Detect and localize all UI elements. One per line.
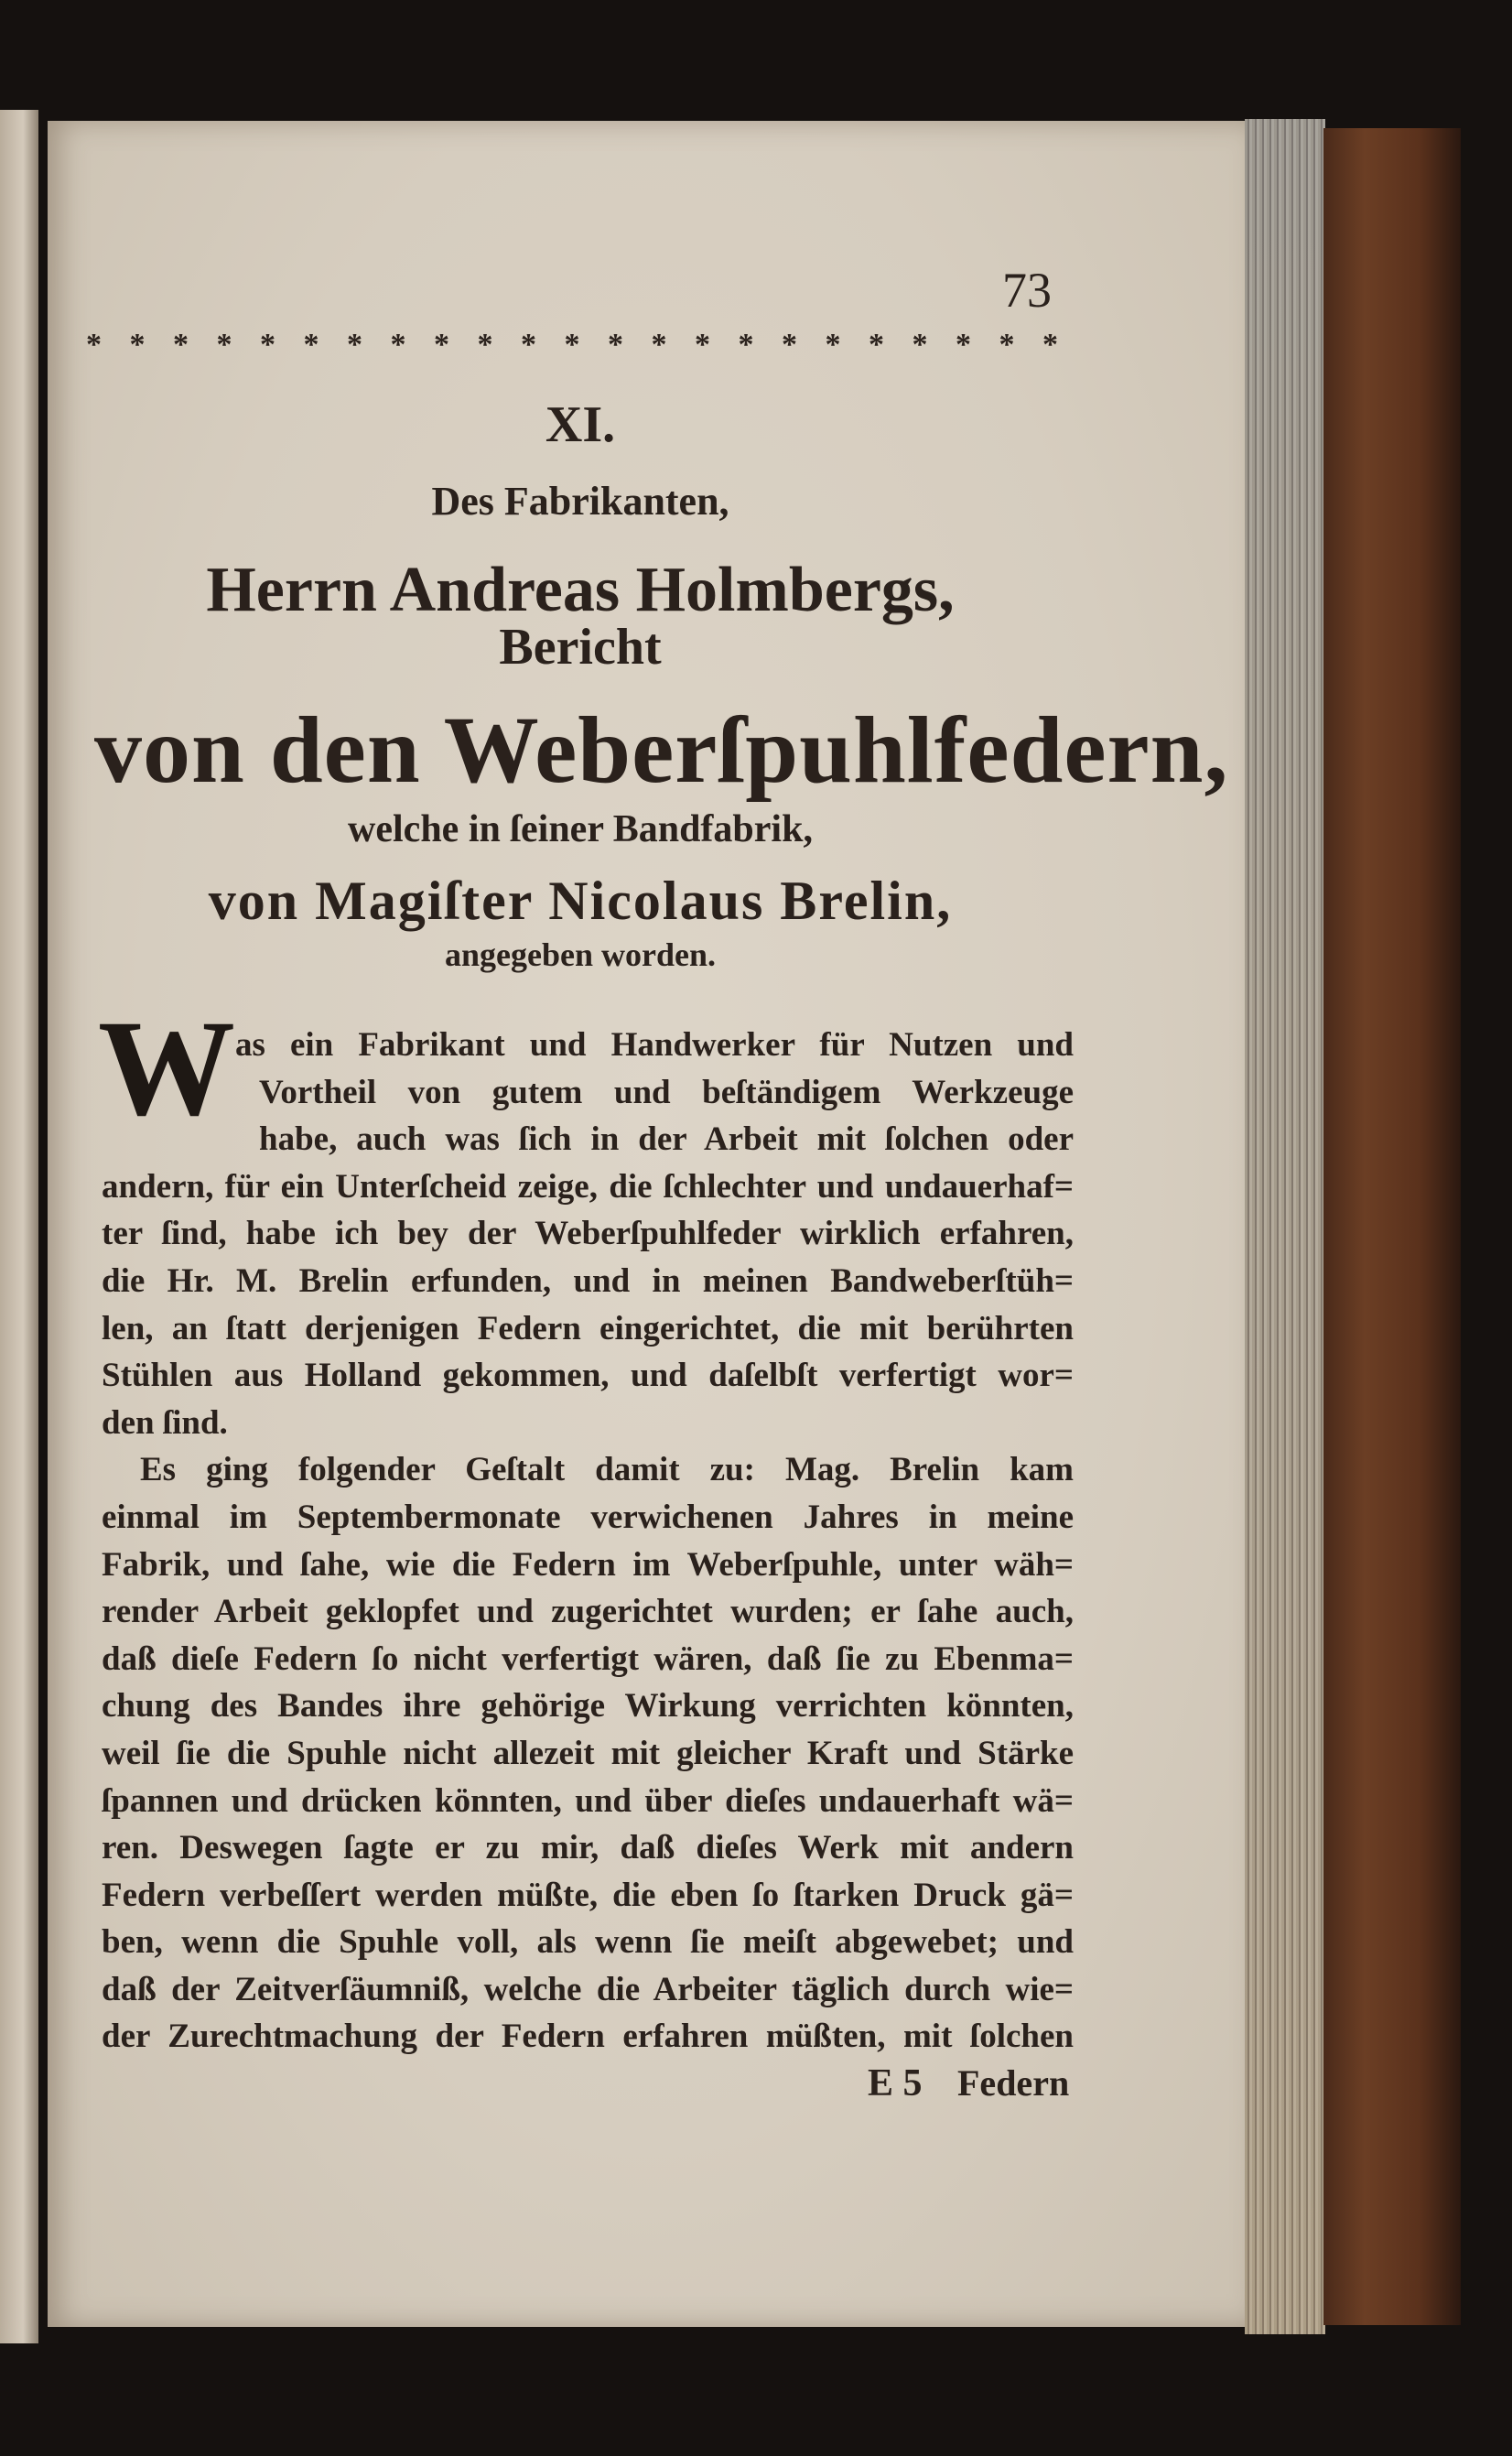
ornament-star: * <box>260 328 275 362</box>
heading-line-6: von Magiſter Nicolaus Brelin, <box>208 871 953 931</box>
ornament-star: * <box>434 328 449 362</box>
text-line: daß dieſe Federn ſo nicht verfertigt wären, daß ſie zu Ebenma= <box>102 1639 1074 1678</box>
ornament-star: * <box>651 328 667 362</box>
text-line: weil ſie die Spuhle nicht allezeit mit gleicher Kraft und Stärke <box>102 1734 1074 1772</box>
ornament-star: * <box>608 328 623 362</box>
text-line: len, an ſtatt derjenigen Federn eingerichtet, die mit berührten <box>102 1309 1074 1347</box>
drop-cap: W <box>98 992 235 1144</box>
leather-cover <box>1323 128 1461 2325</box>
ornament-star: * <box>695 328 710 362</box>
text-line: ſpannen und drücken könnten, und über dieſes undauerhaft wä= <box>102 1781 1074 1820</box>
text-line: as ein Fabrikant und Handwerker für Nutzen und <box>235 1026 1074 1064</box>
text-line: einmal im Septembermonate verwichenen Jahres in meine <box>102 1498 1074 1536</box>
ornament-star: * <box>521 328 536 362</box>
ornament-star: * <box>869 328 884 362</box>
ornament-star: * <box>216 328 232 362</box>
ornament-star: * <box>173 328 189 362</box>
chapter-number: XI. <box>545 396 616 453</box>
text-line: Stühlen aus Holland gekommen, und daſelbſt verfertigt wor= <box>102 1357 1074 1395</box>
heading-title: von den Weberſpuhlfedern, <box>94 698 1229 803</box>
ornament-star: * <box>129 328 146 362</box>
text-line: habe, auch was ſich in der Arbeit mit ſolchen oder <box>259 1120 1074 1159</box>
text-line: Federn verbeſſert werden müßte, die eben ſo ſtarken Druck gä= <box>102 1876 1074 1914</box>
text-line: den ſind. <box>102 1403 228 1442</box>
text-line: render Arbeit geklopfet und zugerichtet wurden; er ſahe auch, <box>102 1593 1074 1631</box>
ornament-star: * <box>825 328 841 362</box>
page-block-edges <box>1245 119 1325 2334</box>
ornament-star: * <box>999 328 1015 362</box>
signature-mark: E 5 <box>868 2062 923 2104</box>
ornament-star: * <box>912 328 928 362</box>
ornament-star: * <box>303 328 319 362</box>
body-text <box>102 1022 1074 2061</box>
text-line: chung des Bandes ihre gehörige Wirkung verrichten könnten, <box>102 1687 1074 1726</box>
text-line: ben, wenn die Spuhle voll, als wenn ſie meiſt abgewebet; und <box>102 1923 1074 1962</box>
page-number: 73 <box>1002 263 1052 318</box>
text-line: ter ſind, habe ich bey der Weberſpuhlfeder wirklich erfahren, <box>102 1215 1074 1253</box>
text-line: Es ging folgender Geſtalt damit zu: Mag. Brelin kam <box>140 1451 1074 1489</box>
ornament-star: * <box>477 328 493 362</box>
ornament-star: * <box>956 328 971 362</box>
ornament-star: * <box>564 328 580 362</box>
ornament-star: * <box>86 328 102 362</box>
text-line: daß der Zeitverſäumniß, welche die Arbeiter täglich durch wie= <box>102 1970 1074 2008</box>
text-line: die Hr. M. Brelin erfunden, und in meinen Bandweberſtüh= <box>102 1261 1074 1300</box>
heading-line-1: Des Fabrikanten, <box>431 479 729 524</box>
ornament-star: * <box>738 328 754 362</box>
ornament-star: * <box>347 328 362 362</box>
text-line: andern, für ein Unterſcheid zeige, die ſchlechter und undauerhaf= <box>102 1167 1074 1206</box>
ornament-star: * <box>390 328 406 362</box>
heading-line-2: Herrn Andreas Holmbergs, <box>206 555 955 625</box>
ornament-star: * <box>782 328 797 362</box>
text-line: der Zurechtmachung der Federn erfahren müßten, mit ſolchen <box>102 2018 1074 2056</box>
text-line: Fabrik, und ſahe, wie die Federn im Weberſpuhle, unter wäh= <box>102 1545 1074 1584</box>
previous-page-edge <box>0 110 38 2343</box>
heading-line-5: welche in ſeiner Bandfabrik, <box>348 808 813 850</box>
text-line: ren. Deswegen ſagte er zu mir, daß dieſes Werk mit andern <box>102 1829 1074 1867</box>
catchword: Federn <box>957 2062 1070 2104</box>
heading-line-3: Bericht <box>499 619 662 676</box>
text-line: Vortheil von gutem und beſtändigem Werkzeuge <box>259 1073 1074 1111</box>
ornament-star-row <box>86 328 1058 362</box>
ornament-star: * <box>1042 328 1058 362</box>
heading-line-7: angegeben worden. <box>445 936 716 973</box>
